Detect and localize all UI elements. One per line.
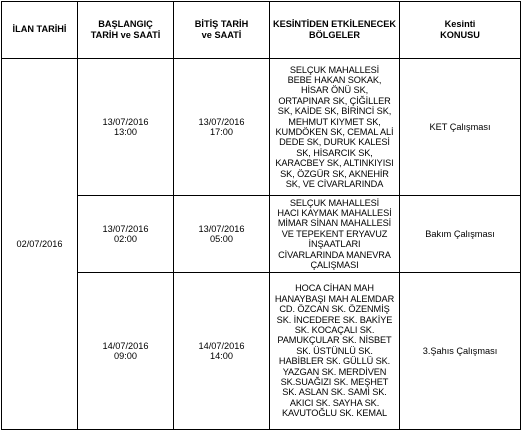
end-datetime-cell [174, 59, 270, 196]
table-row [2, 273, 521, 430]
outage-table [1, 1, 521, 430]
end-time: 14:00 [210, 351, 233, 361]
header-row [2, 2, 521, 59]
outage-subject-cell [400, 196, 521, 273]
end-date: 13/07/2016 [198, 223, 245, 234]
outage-subject: Bakım Çalışması [425, 228, 495, 239]
affected-regions-cell: HOCA CİHAN MAH HANAYBAŞI MAH ALEMDAR CD. ÖZCAN SK. ÖZENMİŞ SK. İNCEDERE SK. BAKİYE SK. KOCAÇALI SK. PAMUKÇULAR SK. NİSBET SK. ÜSTÜNLÜ SK. HABİBLER SK. GÜLLÜ SK. YAZGAN SK. MERDİVEN SK.SUAĞIZI SK. MEŞHET SK. ASLAN SK. SAMİ SK. AKICI SK. SAYHA SK. KAVUTOĞLU SK. KEMAL [270, 273, 400, 430]
affected-regions-cell: SELÇUK MAHALLESİ BEBE HAKAN SOKAK, HİSAR ÖNÜ SK, ORTAPINAR SK, ÇİĞİLLER SK, KAİDE SK, BİRİNCİ SK, MEHMUT KIYMET SK, KUMDÖKEN SK, CEMAL ALİ DEDE SK, DURUK KALESİ SK, HİSARCIK SK, KARACBEY SK, ALTINKIYISI SK, ÖZGÜR SK, AKNEHİR SK, VE CİVARLARINDA [270, 59, 400, 196]
outage-subject-cell [400, 59, 521, 196]
table-row [2, 59, 521, 196]
header-end-datetime: BİTİŞ TARİH ve SAATİ [174, 2, 270, 59]
start-datetime-cell [78, 273, 174, 430]
outage-subject: KET Çalışması [429, 121, 491, 132]
end-date: 13/07/2016 [198, 116, 245, 127]
table-row [2, 196, 521, 273]
outage-subject: 3.Şahıs Çalışması [422, 345, 498, 356]
start-date: 13/07/2016 [102, 116, 149, 127]
header-announcement-date: İLAN TARİHİ [2, 2, 78, 59]
start-date: 14/07/2016 [102, 340, 149, 351]
start-date: 13/07/2016 [102, 223, 149, 234]
end-time: 17:00 [210, 127, 233, 137]
start-time: 02:00 [114, 234, 137, 244]
header-start-datetime: BAŞLANGIÇ TARİH ve SAATİ [78, 2, 174, 59]
header-outage-subject: Kesinti KONUSU [400, 2, 521, 59]
outage-subject-cell [400, 273, 521, 430]
end-time: 05:00 [210, 234, 233, 244]
end-date: 14/07/2016 [198, 340, 245, 351]
affected-regions-cell: SELÇUK MAHALLESİ HACI KAYMAK MAHALLESİ MİMAR SİNAN MAHALLESİ VE TEPEKENT ERYAVUZ İNŞAATLARI CİVARLARINDA MANEVRA ÇALIŞMASI [270, 196, 400, 273]
start-datetime-cell [78, 196, 174, 273]
end-datetime-cell [174, 273, 270, 430]
end-datetime-cell [174, 196, 270, 273]
announcement-date: 02/07/2016 [16, 238, 63, 249]
header-affected-regions: KESİNTİDEN ETKİLENECEK BÖLGELER [270, 2, 400, 59]
announcement-date-cell [2, 59, 78, 430]
start-time: 09:00 [114, 351, 137, 361]
start-time: 13:00 [114, 127, 137, 137]
start-datetime-cell [78, 59, 174, 196]
